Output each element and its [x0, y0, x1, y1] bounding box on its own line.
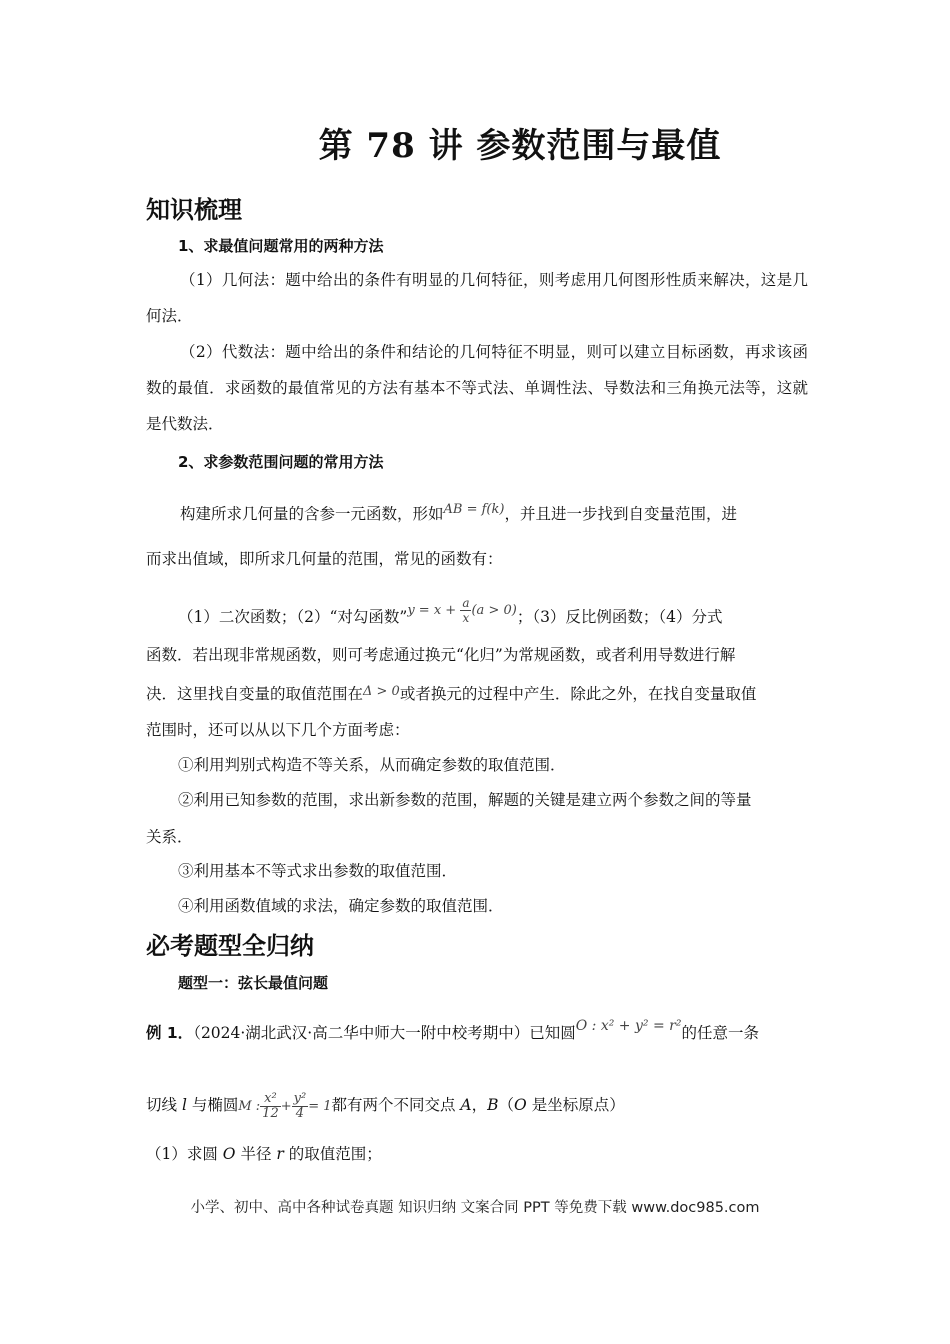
example-1-line1: 例 1．（2024·湖北武汉·高二华中师大一附中校考期中）已知圆O : x² + y² = r²的任意一条 — [146, 1018, 759, 1042]
list-item-known-params-line1: ②利用已知参数的范围，求出新参数的范围，解题的关键是建立两个参数之间的等量 — [178, 791, 752, 809]
paragraph-algebraic-method: （2）代数法：题中给出的条件和结论的几何特征不明显，则可以建立目标函数，再求该函数的最值．求函数的最值常见的方法有基本不等式法、单调性法、导数法和三角换元法等，这就是代数法． — [146, 343, 808, 433]
paragraph-function-types-line2: 函数．若出现非常规函数，则可考虑通过换元“化归”为常规函数，或者利用导数进行解 — [146, 646, 736, 664]
example-label: 例 1． — [146, 1024, 194, 1042]
subheading-chord-length: 题型一：弦长最值问题 — [178, 974, 329, 992]
math-delta-positive: Δ > 0 — [363, 684, 400, 699]
list-item-known-params-line2: 关系． — [146, 828, 193, 846]
math-ab-fk: AB = f(k) — [443, 502, 505, 517]
subheading-param-range-methods: 2、求参数范围问题的常用方法 — [178, 453, 384, 471]
example-1-line2: 切线 l 与椭圆M : $\frac{\text{x²}}{12}$ + $\frac{\text{y²}}{4}$ = 1都有两个不同交点 A，B（O 是坐标原点） — [146, 1091, 625, 1121]
section-heading-knowledge: 知识梳理 — [146, 196, 242, 224]
list-item-function-range: ④利用函数值域的求法，确定参数的取值范围． — [178, 897, 504, 915]
math-hook-function: y = x + a x (a > 0) — [407, 596, 517, 625]
list-item-basic-inequality: ③利用基本不等式求出参数的取值范围． — [178, 862, 458, 880]
paragraph-function-types-line1: （1）二次函数；（2）“对勾函数”$^{y = x + \frac{a}{x} (a > 0)}$；（3）反比例函数；（4）分式 — [178, 596, 723, 626]
page-title: 第 78 讲 参数范围与最值 — [318, 126, 722, 166]
section-heading-question-types: 必考题型全归纳 — [146, 932, 314, 960]
page-footer: 小学、初中、高中各种试卷真题 知识归纳 文案合同 PPT 等免费下载 www.doc985.com — [190, 1200, 760, 1216]
example-1-question-1: （1）求圆 O 半径 r 的取值范围； — [146, 1145, 382, 1163]
paragraph-construct-function-line2: 而求出值域，即所求几何量的范围，常见的函数有： — [146, 550, 503, 568]
paragraph-construct-function-line1: 构建所求几何量的含参一元函数，形如$^{AB = f(k)}$，并且进一步找到自变量范围，进 — [180, 502, 737, 523]
math-circle-equation: O : x² + y² = r² — [575, 1018, 682, 1034]
subheading-max-methods: 1、求最值问题常用的两种方法 — [178, 237, 384, 255]
paragraph-function-types-line4: 范围时，还可以从以下几个方面考虑： — [146, 721, 410, 739]
math-ellipse-equation: M : $\frac{\text{x²}}{12}$ + $\frac{\text{y²}}{4}$ = 1 — [238, 1091, 332, 1121]
paragraph-function-types-line3: 决．这里找自变量的取值范围在$^{\Delta > 0}$或者换元的过程中产生．除此之外，在找自变量取值 — [146, 684, 757, 703]
list-item-discriminant: ①利用判别式构造不等关系，从而确定参数的取值范围． — [178, 756, 566, 774]
paragraph-geometric-method: （1）几何法：题中给出的条件有明显的几何特征，则考虑用几何图形性质来解决，这是几何法． — [146, 271, 808, 325]
